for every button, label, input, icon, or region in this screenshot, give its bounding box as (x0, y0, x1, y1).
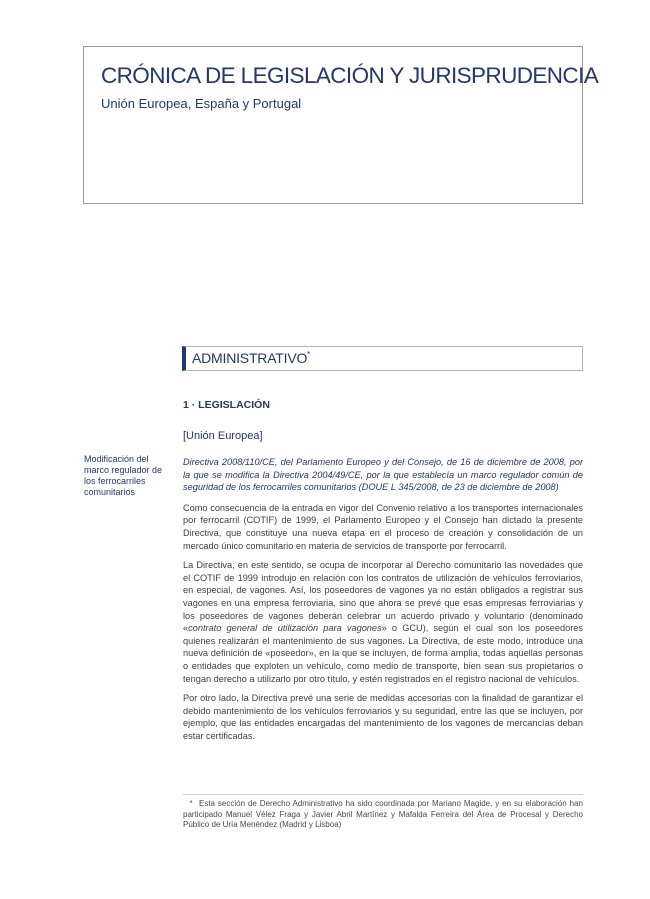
footnote (183, 799, 583, 831)
paragraph (183, 559, 583, 685)
chronicle-subtitle: Unión Europea, España y Portugal (101, 96, 302, 111)
footnote-divider (183, 794, 583, 795)
section-footnote-marker: * (307, 350, 311, 359)
body-text (183, 456, 583, 749)
paragraph-italic: contrato general de utilización para vagones (188, 623, 382, 634)
paragraph-text: » o GCU), según el cual son los poseedores quienes realizarán el mantenimiento de sus vagones. La Directiva, de este modo, introduce una nueva definición de «poseedor», en la que se incluyen, de forma amplia, todas aquellas personas o entidades que exploten un vehículo, como medio de transporte, bien sean sus propietarios o tengan derecho a utilizarlo por otro título, y estén registrados en el registro nacional de vehículos. (183, 623, 584, 684)
region-heading: [Unión Europea] (183, 430, 263, 442)
chronicle-title: CRÓNICA DE LEGISLACIÓN Y JURISPRUDENCIA (101, 63, 599, 88)
section-title-text: ADMINISTRATIVO (192, 350, 308, 366)
paragraph-text: La Directiva, en este sentido, se ocupa de incorporar al Derecho comunitario las novedades que el COTIF de 1999 introdujo en relación con los contratos de utilización de vehículos ferroviarios, en especial, de vagones. Así, los poseedores de vagones ya no están obligados a registrar sus vagones en una empresa ferroviaria, sino que ahora se prevé que esas empresas ferroviarias y los poseedores de vagones deberán celebrar un acuerdo privado y voluntario (denominado « (183, 560, 583, 634)
directive-citation: Directiva 2008/110/CE, del Parlamento Europeo y del Consejo, de 16 de diciembre de 2008, por la que se modifica la Directiva 2004/49/CE, por la que establecía un marco regulador común de seguridad de los ferrocarriles comunitarios (DOUE L 345/2008, de 23 de diciembre de 2008) (183, 457, 583, 493)
section-header (182, 346, 583, 371)
section-title (192, 350, 310, 366)
header-box (83, 46, 599, 204)
margin-note: Modificación del marco regulador de los ferrocarriles comunitarios (84, 454, 163, 497)
footnote-text: Esta sección de Derecho Administrativo ha sido coordinada por Mariano Magide, y en su elaboración han participado Manuel Vélez Fraga y Javier Abril Martínez y Mafalda Ferreira del Área de Procesal y Derecho Público de Uría Menéndez (Madrid y Lisboa) (183, 799, 583, 829)
paragraph: Por otro lado, la Directiva prevé una serie de medidas accesorias con la finalidad de garantizar el debido mantenimiento de los vehículos ferroviarios y su seguridad, entre las que se incluyen, por ejemplo, que las entidades encargadas del mantenimiento de los vagones de mercancías deban estar certificadas. (183, 693, 583, 741)
footnote-marker: * (189, 799, 193, 808)
subheading-legislacion: 1 · LEGISLACIÓN (183, 399, 270, 411)
paragraph: Como consecuencia de la entrada en vigor del Convenio relativo a los transportes internacionales por ferrocarril (COTIF) de 1999, el Parlamento Europeo y el Consejo han dictado la presente Directiva, que constituye una nueva etapa en el proceso de creación y consolidación de un mercado único comunitario en materia de servicios de transporte por ferrocarril. (183, 502, 583, 551)
